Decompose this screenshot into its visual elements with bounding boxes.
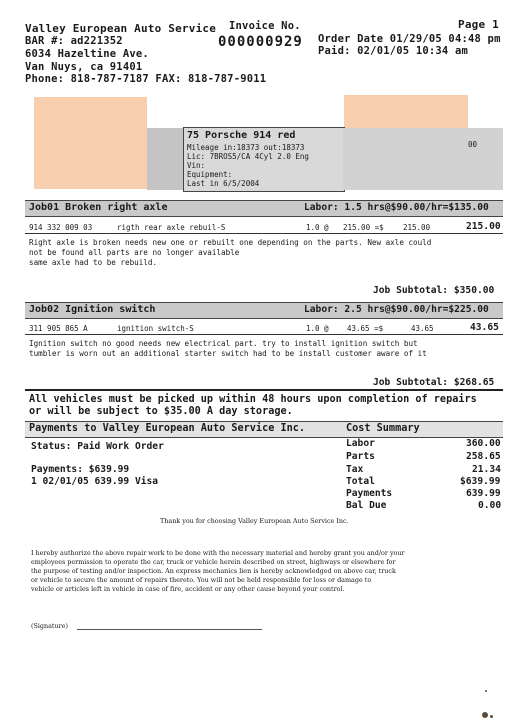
job01-description-line3: same axle had to be rebuild. [29,258,158,267]
vehicle-equipment: Equipment: [187,170,233,179]
summary-total-value: $639.99 [460,476,501,487]
page-number: Page 1 [458,18,499,31]
shop-city: Van Nuys, ca 91401 [25,61,143,73]
job02-description-line1: Ignition switch no good needs new electrical part. try to install ignition switch but [29,339,418,348]
job01-description-line2: not be found all parts are no longer available [29,248,240,257]
job02-subtotal: Job Subtotal: $268.65 [373,377,495,388]
cost-summary-header: Cost Summary [346,423,420,434]
summary-total-label: Total [346,476,375,487]
job01-subtotal: Job Subtotal: $350.00 [373,285,495,296]
vehicle-info-box [183,127,345,192]
paid-date: Paid: 02/01/05 10:34 am [318,45,468,57]
summary-labor-label: Labor [346,438,375,449]
job02-extended: 43.65 [411,324,434,333]
vehicle-box-left-shade [147,128,183,190]
authorization-line1: I hereby authorize the above repair work to be done with the necessary material and hereby grant you and/or your [31,549,405,557]
shop-phone: Phone: 818-787-7187 FAX: 818-787-9011 [25,73,267,85]
vehicle-title: 75 Porsche 914 red [187,130,296,141]
job01-title: Job01 Broken right axle [29,202,168,213]
payments-header: Payments to Valley European Auto Service Inc. [29,423,306,434]
summary-parts-label: Parts [346,451,375,462]
summary-bal-due-label: Bal Due [346,500,387,511]
job02-qty: 1.0 @ [306,324,329,333]
order-date: Order Date 01/29/05 04:48 pm [318,33,501,45]
invoice-number: 000000929 [218,34,303,50]
job01-labor: Labor: 1.5 hrs@$90.00/hr=$135.00 [304,202,489,213]
authorization-line3: the purpose of testing and/or inspection. An express mechanics lien is hereby acknowledged on above car, truck [31,567,396,575]
thank-you-note: Thank you for choosing Valley European Auto Service Inc. [160,517,349,525]
job02-labor: Labor: 2.5 hrs@$90.00/hr=$225.00 [304,304,489,315]
scan-speck [485,690,487,692]
summary-labor-value: 360.00 [466,438,501,449]
summary-payments-label: Payments [346,488,393,499]
vehicle-vin: Vin: [187,161,206,170]
authorization-line4: or vehicle to secure the amount of repairs thereto. You will not be held responsible for loss or damage to [31,576,372,584]
payment-status: Status: Paid Work Order [31,441,164,452]
pickup-notice-line2: or will be subject to $35.00 A day storage. [29,406,293,417]
job01-part-description: rigth rear axle rebuil-S [117,223,226,232]
payment-line: 1 02/01/05 639.99 Visa [31,476,159,487]
job01-extended: 215.00 [403,223,431,232]
shop-name: Valley European Auto Service [25,22,217,35]
job01-part-number: 914 332 009 03 [29,223,93,232]
vehicle-mileage: Mileage in:18373 out:18373 [187,143,305,152]
summary-payments-value: 639.99 [466,488,501,499]
job01-price: 215.00 =$ [343,223,384,232]
summary-tax-value: 21.34 [472,464,501,475]
job01-description-line1: Right axle is broken needs new one or rebuilt one depending on the parts. New axle could [29,238,432,247]
job02-divider [25,334,503,335]
authorization-line5: vehicle or articles left in vehicle in case of fire, accident or any other cause beyond your control. [31,585,345,593]
job01-qty: 1.0 @ [306,223,329,232]
vehicle-right-fragment: 00 [468,140,478,149]
vehicle-box-right-shade [343,128,503,190]
notice-top-rule [25,389,503,391]
invoice-label: Invoice No. [229,20,301,32]
signature-label: (Signature) [31,622,68,630]
job01-divider [25,233,503,234]
shop-street: 6034 Hazeltine Ave. [25,48,149,60]
job02-description-line2: tumbler is worn out an additional starter switch had to be install customer aware of it [29,349,427,358]
job02-title: Job02 Ignition switch [29,304,156,315]
bar-number: BAR #: ad221352 [25,35,123,47]
vehicle-license: Lic: 7BROS5/CA 4Cyl 2.0 Eng [187,152,309,161]
job02-part-number: 311 905 865 A [29,324,88,333]
job01-line-total: 215.00 [466,221,501,232]
job02-line-total: 43.65 [470,322,499,333]
summary-bal-due-value: 0.00 [478,500,502,511]
job02-part-description: ignition switch-S [117,324,194,333]
job02-price: 43.65 =$ [347,324,384,333]
scan-speck [490,715,493,718]
redacted-customer-info [34,97,147,189]
summary-parts-value: 258.65 [466,451,501,462]
summary-tax-label: Tax [346,464,364,475]
authorization-line2: employees permission to operate the car, truck or vehicle herein described on street, highways or elsewhere for [31,558,396,566]
scan-speck [482,712,488,718]
vehicle-last-in: Last in 6/5/2004 [187,179,260,188]
pickup-notice-line1: All vehicles must be picked up within 48 hours upon completion of repairs [29,394,477,405]
payments-total: Payments: $639.99 [31,464,130,475]
signature-line [77,629,262,630]
